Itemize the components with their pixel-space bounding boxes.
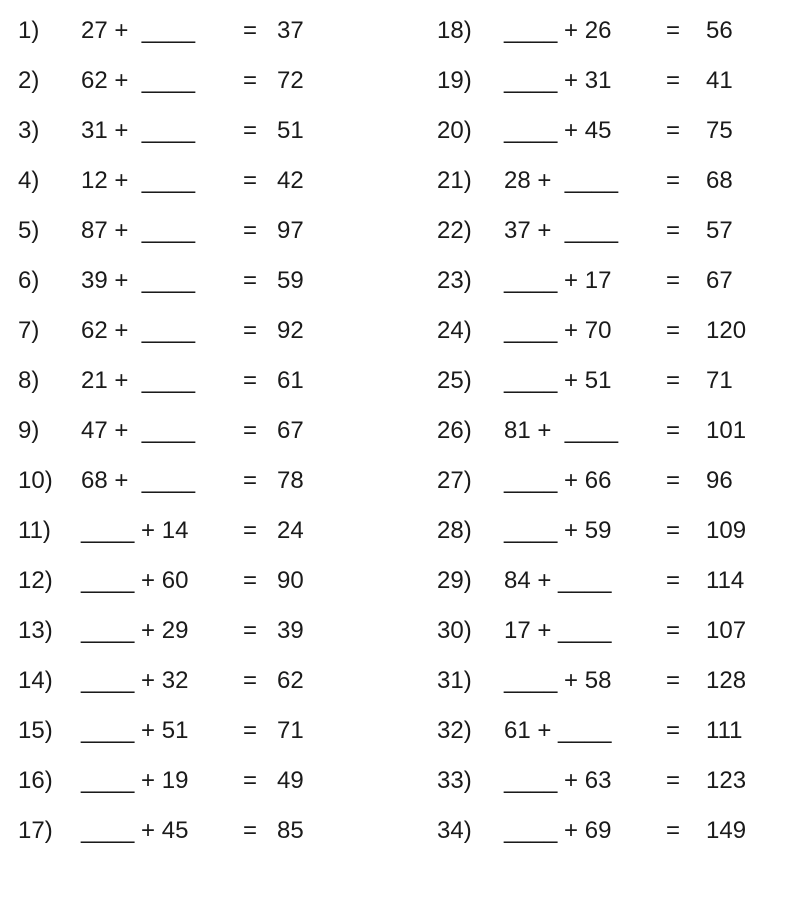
equals-sign: = (243, 367, 258, 394)
problem-row (18, 560, 418, 610)
problem-number: 11) (18, 517, 51, 544)
problem-result: 37 (277, 17, 304, 44)
left-problem-column (18, 10, 418, 860)
problem-expression: 28 + ____ (504, 167, 619, 194)
problem-result: 78 (277, 467, 304, 494)
equals-sign: = (243, 317, 258, 344)
problem-row (18, 660, 418, 710)
problem-row (18, 760, 418, 810)
problem-row (18, 510, 418, 560)
problem-row (18, 310, 418, 360)
equals-sign: = (243, 567, 258, 594)
equals-sign: = (666, 217, 681, 244)
problem-expression: 27 + ____ (81, 17, 196, 44)
problem-result: 68 (706, 167, 733, 194)
equals-sign: = (243, 767, 258, 794)
problem-number: 6) (18, 267, 40, 294)
problem-result: 149 (706, 817, 747, 844)
problem-result: 57 (706, 217, 733, 244)
problem-number: 4) (18, 167, 40, 194)
equals-sign: = (666, 317, 681, 344)
problem-expression: ____ + 45 (81, 817, 189, 844)
problem-expression: ____ + 58 (504, 667, 612, 694)
problem-number: 16) (18, 767, 53, 794)
problem-expression: 68 + ____ (81, 467, 196, 494)
problem-expression: 21 + ____ (81, 367, 196, 394)
problem-number: 1) (18, 17, 40, 44)
problem-expression: ____ + 32 (81, 667, 189, 694)
problem-result: 123 (706, 767, 747, 794)
problem-row (18, 360, 418, 410)
problem-row (18, 60, 418, 110)
problem-number: 34) (437, 817, 472, 844)
problem-row (437, 460, 800, 510)
problem-expression: ____ + 69 (504, 817, 612, 844)
equals-sign: = (666, 717, 681, 744)
equals-sign: = (243, 467, 258, 494)
problem-number: 26) (437, 417, 472, 444)
problem-expression: ____ + 45 (504, 117, 612, 144)
problem-result: 97 (277, 217, 304, 244)
problem-result: 49 (277, 767, 304, 794)
problem-number: 18) (437, 17, 472, 44)
equals-sign: = (666, 67, 681, 94)
problem-row (18, 460, 418, 510)
problem-expression: 17 + ____ (504, 617, 612, 644)
problem-expression: 62 + ____ (81, 317, 196, 344)
problem-row (437, 560, 800, 610)
problem-expression: ____ + 31 (504, 67, 612, 94)
problem-expression: 39 + ____ (81, 267, 196, 294)
problem-expression: 81 + ____ (504, 417, 619, 444)
problem-row (18, 260, 418, 310)
equals-sign: = (666, 417, 681, 444)
problem-result: 72 (277, 67, 304, 94)
problem-number: 25) (437, 367, 472, 394)
problem-number: 21) (437, 167, 472, 194)
problem-number: 19) (437, 67, 472, 94)
problem-result: 120 (706, 317, 747, 344)
problem-row (18, 10, 418, 60)
equals-sign: = (666, 517, 681, 544)
problem-result: 109 (706, 517, 747, 544)
problem-number: 5) (18, 217, 40, 244)
problem-result: 90 (277, 567, 304, 594)
problem-row (437, 310, 800, 360)
problem-expression: 61 + ____ (504, 717, 612, 744)
problem-number: 7) (18, 317, 40, 344)
equals-sign: = (666, 617, 681, 644)
problem-result: 41 (706, 67, 733, 94)
problem-expression: ____ + 51 (81, 717, 189, 744)
equals-sign: = (243, 267, 258, 294)
problem-row (437, 110, 800, 160)
problem-result: 111 (706, 717, 743, 744)
problem-row (437, 210, 800, 260)
equals-sign: = (666, 17, 681, 44)
problem-number: 22) (437, 217, 472, 244)
equals-sign: = (243, 217, 258, 244)
problem-number: 30) (437, 617, 472, 644)
problem-row (437, 760, 800, 810)
problem-number: 13) (18, 617, 53, 644)
problem-expression: 84 + ____ (504, 567, 612, 594)
equals-sign: = (666, 117, 681, 144)
equals-sign: = (666, 567, 681, 594)
problem-result: 24 (277, 517, 304, 544)
problem-number: 2) (18, 67, 40, 94)
equals-sign: = (243, 167, 258, 194)
problem-result: 59 (277, 267, 304, 294)
problem-expression: ____ + 19 (81, 767, 189, 794)
problem-result: 67 (277, 417, 304, 444)
problem-number: 27) (437, 467, 472, 494)
problem-expression: ____ + 17 (504, 267, 612, 294)
problem-row (18, 710, 418, 760)
problem-result: 61 (277, 367, 304, 394)
problem-number: 29) (437, 567, 472, 594)
problem-number: 9) (18, 417, 40, 444)
equals-sign: = (666, 467, 681, 494)
problem-result: 85 (277, 817, 304, 844)
problem-row (18, 160, 418, 210)
problem-row (437, 260, 800, 310)
problem-number: 33) (437, 767, 472, 794)
problem-result: 107 (706, 617, 747, 644)
problem-number: 12) (18, 567, 53, 594)
equals-sign: = (666, 167, 681, 194)
problem-number: 23) (437, 267, 472, 294)
problem-row (437, 660, 800, 710)
problem-row (18, 110, 418, 160)
equals-sign: = (243, 667, 258, 694)
problem-row (437, 710, 800, 760)
problem-expression: ____ + 66 (504, 467, 612, 494)
equals-sign: = (243, 67, 258, 94)
problem-number: 20) (437, 117, 472, 144)
problem-number: 28) (437, 517, 472, 544)
equals-sign: = (243, 17, 258, 44)
problem-expression: 62 + ____ (81, 67, 196, 94)
equals-sign: = (243, 517, 258, 544)
problem-row (18, 810, 418, 860)
problem-expression: 31 + ____ (81, 117, 196, 144)
equals-sign: = (243, 117, 258, 144)
equals-sign: = (666, 817, 681, 844)
equals-sign: = (666, 267, 681, 294)
problem-expression: 37 + ____ (504, 217, 619, 244)
problem-number: 32) (437, 717, 472, 744)
problem-row (437, 160, 800, 210)
problem-row (18, 610, 418, 660)
problem-row (18, 410, 418, 460)
problem-result: 71 (277, 717, 304, 744)
equals-sign: = (666, 667, 681, 694)
equals-sign: = (243, 617, 258, 644)
problem-result: 96 (706, 467, 733, 494)
problem-expression: ____ + 59 (504, 517, 612, 544)
problem-row (437, 10, 800, 60)
problem-expression: ____ + 70 (504, 317, 612, 344)
problem-expression: ____ + 60 (81, 567, 189, 594)
problem-row (437, 610, 800, 660)
problem-row (18, 210, 418, 260)
problem-number: 14) (18, 667, 53, 694)
problem-result: 51 (277, 117, 304, 144)
problem-result: 71 (706, 367, 733, 394)
problem-expression: 87 + ____ (81, 217, 196, 244)
problem-result: 92 (277, 317, 304, 344)
equals-sign: = (666, 767, 681, 794)
problem-row (437, 510, 800, 560)
problem-row (437, 60, 800, 110)
problem-number: 8) (18, 367, 40, 394)
problem-number: 10) (18, 467, 53, 494)
problem-result: 39 (277, 617, 304, 644)
problem-result: 42 (277, 167, 304, 194)
equals-sign: = (666, 367, 681, 394)
problem-expression: 12 + ____ (81, 167, 196, 194)
equals-sign: = (243, 417, 258, 444)
problem-number: 31) (437, 667, 472, 694)
problem-number: 3) (18, 117, 40, 144)
problem-result: 128 (706, 667, 747, 694)
problem-result: 101 (706, 417, 747, 444)
problem-row (437, 810, 800, 860)
problem-expression: ____ + 26 (504, 17, 612, 44)
problem-result: 67 (706, 267, 733, 294)
problem-expression: 47 + ____ (81, 417, 196, 444)
problem-number: 24) (437, 317, 472, 344)
problem-expression: ____ + 29 (81, 617, 189, 644)
problem-expression: ____ + 63 (504, 767, 612, 794)
problem-result: 114 (706, 567, 745, 594)
problem-number: 17) (18, 817, 53, 844)
problem-result: 62 (277, 667, 304, 694)
problem-row (437, 360, 800, 410)
problem-result: 56 (706, 17, 733, 44)
right-problem-column (437, 10, 800, 860)
problem-expression: ____ + 14 (81, 517, 189, 544)
problem-row (437, 410, 800, 460)
problem-result: 75 (706, 117, 733, 144)
problem-number: 15) (18, 717, 53, 744)
equals-sign: = (243, 717, 258, 744)
problem-expression: ____ + 51 (504, 367, 612, 394)
equals-sign: = (243, 817, 258, 844)
